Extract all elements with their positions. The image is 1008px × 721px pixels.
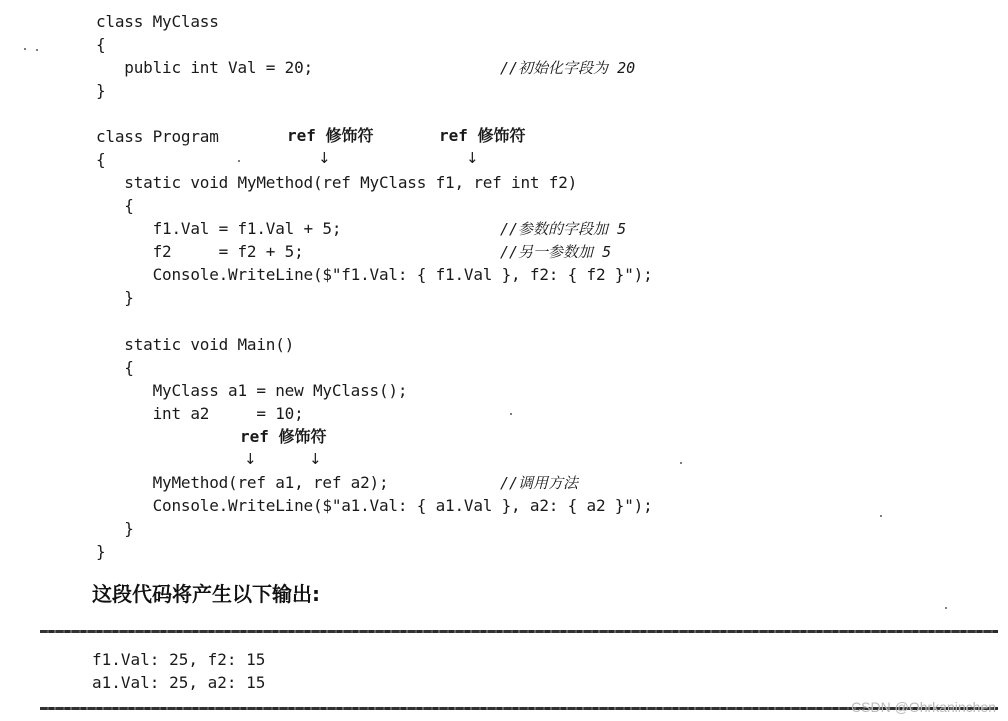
scan-speck bbox=[24, 48, 26, 50]
code-line: class MyClass bbox=[96, 12, 219, 31]
scan-speck bbox=[36, 49, 38, 51]
code-line: f2 = f2 + 5; bbox=[96, 242, 304, 261]
output-line: f1.Val: 25, f2: 15 bbox=[92, 650, 266, 669]
ref-modifier-annotation: ref 修饰符 bbox=[439, 126, 526, 145]
top-divider bbox=[40, 630, 998, 633]
scan-speck bbox=[945, 607, 947, 609]
scan-speck bbox=[680, 462, 682, 464]
watermark: CSDN @Ohrkaninchen bbox=[851, 699, 996, 715]
code-line: } bbox=[96, 542, 106, 561]
code-line: int a2 = 10; bbox=[96, 404, 304, 423]
code-line: Console.WriteLine($"a1.Val: { a1.Val }, a2: { a2 }"); bbox=[96, 496, 653, 515]
code-line: { bbox=[96, 358, 134, 377]
code-comment: //调用方法 bbox=[500, 474, 579, 492]
down-arrow-icon: ↓ bbox=[244, 450, 257, 468]
output-line: a1.Val: 25, a2: 15 bbox=[92, 673, 266, 692]
code-line: f1.Val = f1.Val + 5; bbox=[96, 219, 342, 238]
code-line: } bbox=[96, 519, 134, 538]
scan-speck bbox=[510, 413, 512, 415]
code-line: { bbox=[96, 150, 106, 169]
code-line: MyClass a1 = new MyClass(); bbox=[96, 381, 408, 400]
code-line: public int Val = 20; bbox=[96, 58, 313, 77]
code-comment: //另一参数加 5 bbox=[500, 243, 612, 261]
ref-modifier-annotation: ref 修饰符 bbox=[287, 126, 374, 145]
code-line: MyMethod(ref a1, ref a2); bbox=[96, 473, 389, 492]
code-line: } bbox=[96, 81, 106, 100]
output-caption: 这段代码将产生以下输出: bbox=[92, 582, 320, 606]
scan-speck bbox=[238, 160, 240, 162]
code-comment: //初始化字段为 20 bbox=[500, 59, 636, 77]
down-arrow-icon: ↓ bbox=[309, 450, 322, 468]
scan-speck bbox=[880, 515, 882, 517]
code-line: } bbox=[96, 288, 134, 307]
code-line: class Program bbox=[96, 127, 219, 146]
ref-modifier-annotation: ref 修饰符 bbox=[240, 427, 327, 446]
code-line: static void Main() bbox=[96, 335, 295, 354]
code-line: { bbox=[96, 196, 134, 215]
code-line: static void MyMethod(ref MyClass f1, ref int f2) bbox=[96, 173, 578, 192]
code-comment: //参数的字段加 5 bbox=[500, 220, 627, 238]
down-arrow-icon: ↓ bbox=[318, 149, 331, 167]
down-arrow-icon: ↓ bbox=[466, 149, 479, 167]
code-line: { bbox=[96, 35, 106, 54]
code-line: Console.WriteLine($"f1.Val: { f1.Val }, f2: { f2 }"); bbox=[96, 265, 653, 284]
